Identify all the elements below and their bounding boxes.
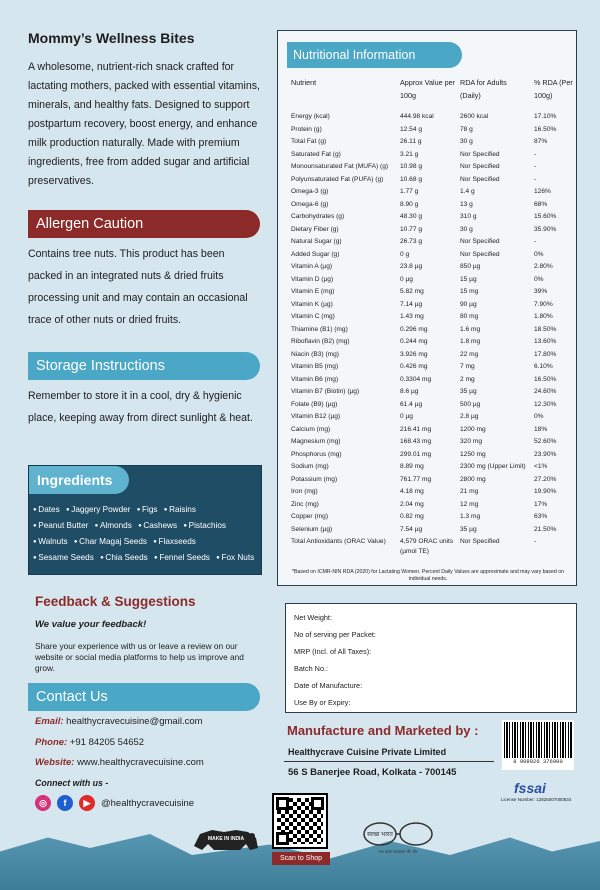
- nutrient-name: Energy (kcal): [291, 113, 330, 120]
- facebook-icon[interactable]: f: [57, 795, 73, 811]
- nutrient-rda: 13 g: [460, 200, 473, 208]
- nutrition-row: [278, 199, 578, 212]
- nutrient-name: Vitamin B6 (mg): [291, 375, 339, 383]
- header-nutrient: Nutrient: [291, 78, 317, 87]
- nutrition-row: [278, 399, 578, 412]
- nutrient-value: 0.244 mg: [400, 338, 428, 345]
- ingredient-item: ● Flaxseeds: [153, 537, 196, 546]
- nutrient-percent: 17.10%: [534, 113, 557, 120]
- nutrient-value: 0 g: [400, 250, 410, 258]
- feedback-subtitle: We value your feedback!: [35, 619, 147, 630]
- nutrient-name: Vitamin K (µg): [291, 300, 333, 308]
- nutrient-value: 0.296 mg: [400, 325, 428, 333]
- nutrient-name: Vitamin A (µg): [291, 263, 333, 270]
- nutrient-name: Vitamin B12 (µg): [291, 413, 341, 420]
- nutrition-row: [278, 211, 578, 224]
- nutrition-row: [278, 424, 578, 437]
- nutrient-percent: 24.60%: [534, 388, 557, 395]
- nutrient-percent: 35.90%: [534, 225, 557, 233]
- contact-phone: [35, 737, 144, 748]
- nutrition-row: [278, 111, 578, 124]
- nutrient-value: 168.43 mg: [400, 438, 432, 445]
- nutrient-rda: 12 mg: [460, 500, 479, 508]
- nutrient-percent: 0%: [534, 413, 544, 420]
- nutrient-rda: 1200 mg: [460, 425, 486, 433]
- nutrient-percent: 27.20%: [534, 475, 557, 483]
- nutrient-percent: 23.90%: [534, 450, 557, 458]
- nutrition-row: [278, 436, 578, 449]
- ingredient-item: ● Raisins: [164, 505, 196, 514]
- nutrient-rda: 310 g: [460, 213, 477, 220]
- nutrition-row: [278, 311, 578, 324]
- nutrition-row: [278, 486, 578, 499]
- fssai-license: License Number: 12825007000834: [501, 797, 572, 802]
- mrp-label: MRP (Incl. of All Taxes):: [294, 647, 372, 656]
- nutrient-value: 5.82 mg: [400, 288, 424, 295]
- ingredient-item: ● Char Magaj Seeds: [74, 537, 147, 546]
- nutrient-value: 3.21 g: [400, 150, 419, 158]
- nutrient-name: Vitamin B7 (Biotin) (µg): [291, 388, 360, 395]
- nutrient-percent: -: [534, 538, 537, 545]
- manufacturer-title: Manufacture and Marketed by :: [287, 723, 479, 738]
- header-rda: RDA for Adults (Daily): [460, 78, 507, 100]
- nutrient-rda: 78 g: [460, 125, 473, 133]
- nutrient-percent: -: [534, 175, 537, 183]
- nutrition-row: [278, 474, 578, 487]
- barcode: [502, 720, 574, 770]
- nutrient-name: Vitamin B5 (mg): [291, 363, 339, 370]
- nutrient-rda: Nor Specified: [460, 238, 500, 245]
- nutrient-percent: -: [534, 150, 537, 158]
- feedback-title: Feedback & Suggestions: [35, 594, 196, 609]
- nutrition-row: [278, 411, 578, 424]
- nutrient-name: Natural Sugar (g): [291, 238, 342, 245]
- nutrient-value: 216.41 mg: [400, 425, 432, 433]
- brand-intro: A wholesome, nutrient-rich snack crafted for lactating mothers, packed with essential vitamins, minerals, and healthy fats. Designed to support postpartum recovery, boost energy, and enhance milk production naturally. Made with premium ingredients, free from added sugar and artificial preservatives.: [28, 61, 260, 187]
- nutrient-percent: 16.50%: [534, 125, 557, 133]
- ingredient-item: ● Jaggery Powder: [66, 505, 130, 514]
- nutrition-row: [278, 386, 578, 399]
- nutrient-value: 12.54 g: [400, 125, 422, 133]
- nutrient-name: Protein (g): [291, 125, 322, 133]
- nutrient-rda: Nor Specified: [460, 175, 500, 183]
- nutrient-value: 23.8 µg: [400, 263, 423, 270]
- nutrient-value: 10.98 g: [400, 163, 422, 170]
- phone-link[interactable]: +91 84205 54652: [69, 737, 145, 748]
- nutrient-rda: 1.3 mg: [460, 513, 481, 520]
- nutrient-rda: 850 µg: [460, 263, 481, 270]
- nutrient-name: Total Antioxidants (ORAC Value): [291, 538, 386, 545]
- nutrition-row: [278, 274, 578, 287]
- ingredient-item: ● Almonds: [95, 521, 132, 530]
- storage-text: Remember to store it in a cool, dry & hygienic place, keeping away from direct sunlight & heat.: [28, 390, 253, 424]
- nutrient-percent: 63%: [534, 513, 548, 520]
- website-link[interactable]: www.healthycravecuisine.com: [77, 757, 204, 768]
- nutrient-value: 7.14 µg: [400, 300, 423, 308]
- nutrition-row: [278, 249, 578, 262]
- header-percent: % RDA (Per 100g): [534, 78, 573, 100]
- nutrient-rda: 1.6 mg: [460, 325, 481, 333]
- nutrition-row: [278, 511, 578, 524]
- nutrition-row: [278, 449, 578, 462]
- nutrient-name: Copper (mg): [291, 513, 329, 520]
- nutrient-name: Carbohydrates (g): [291, 213, 345, 220]
- servings-label: No of serving per Packet:: [294, 630, 376, 639]
- nutrition-row: [278, 174, 578, 187]
- nutrient-value: 10.77 g: [400, 225, 422, 233]
- ingredient-item: ● Fennel Seeds: [154, 553, 210, 562]
- nutrient-name: Zinc (mg): [291, 500, 319, 508]
- header-value: Approx Value per 100g: [400, 78, 456, 100]
- contact-website: [35, 757, 204, 768]
- nutrient-percent: 13.60%: [534, 338, 557, 345]
- allergen-banner: Allergen Caution: [28, 210, 260, 238]
- nutrient-name: Omega-3 (g): [291, 188, 329, 195]
- ingredient-item: ● Sesame Seeds: [33, 553, 94, 562]
- nutrient-name: Riboflavin (B2) (mg): [291, 338, 350, 345]
- nutrient-value: 0.426 mg: [400, 363, 428, 370]
- email-link[interactable]: healthycravecuisine@gmail.com: [66, 716, 203, 727]
- nutrient-value: 0.3304 mg: [400, 375, 432, 383]
- nutrient-rda: 21 mg: [460, 488, 479, 495]
- nutrient-rda: 320 mg: [460, 438, 482, 445]
- nutrition-rows: [278, 111, 578, 558]
- nutrient-rda: Nor Specified: [460, 250, 500, 258]
- nutrient-rda: 80 mg: [460, 313, 479, 320]
- nutrient-name: Saturated Fat (g): [291, 150, 341, 158]
- qr-code[interactable]: [272, 793, 328, 849]
- connect-label: Connect with us -: [35, 778, 109, 788]
- nutrition-row: [278, 124, 578, 137]
- nutrient-percent: 12.30%: [534, 400, 557, 408]
- nutrient-name: Phosphorus (mg): [291, 450, 342, 458]
- nutrient-rda: 30 g: [460, 225, 473, 233]
- nutrient-value: 2.04 mg: [400, 500, 424, 508]
- nutrient-percent: 15.60%: [534, 213, 557, 220]
- nutrition-row: [278, 161, 578, 174]
- nutrition-row: [278, 236, 578, 249]
- nutrient-rda: 35 µg: [460, 388, 477, 395]
- nutrient-rda: 22 mg: [460, 350, 479, 358]
- nutrient-value: 0 µg: [400, 275, 413, 283]
- social-row: [35, 795, 194, 811]
- scan-to-shop-label[interactable]: Scan to Shop: [272, 852, 330, 865]
- website-label: Website:: [35, 757, 75, 768]
- nutrient-name: Calcium (mg): [291, 425, 331, 433]
- nutrient-rda: Nor Specified: [460, 538, 500, 545]
- nutrient-value: 8.89 mg: [400, 463, 424, 470]
- nutrient-rda: 500 µg: [460, 400, 481, 408]
- nutrient-value: 26.11 g: [400, 138, 422, 145]
- nutrient-percent: 19.90%: [534, 488, 557, 495]
- nutrient-percent: 18%: [534, 425, 548, 433]
- nutrition-footnote: *Based on ICMR-NIN RDA (2020) for Lactating Women. Percent Daily Values are approximate and may vary based on individual needs.: [292, 569, 564, 582]
- allergen-text: Contains tree nuts. This product has been packed in an integrated nuts & dried fruits processing unit and may contain an occasional trace of other nuts or dried fruits.: [28, 248, 248, 326]
- nutrient-rda: 1.4 g: [460, 188, 475, 195]
- nutrient-value: 4.18 mg: [400, 488, 424, 495]
- ingredient-item: ● Cashews: [138, 521, 177, 530]
- nutrient-name: Vitamin D (µg): [291, 275, 334, 283]
- nutrient-rda: 30 g: [460, 138, 473, 145]
- storage-banner: Storage Instructions: [28, 352, 260, 380]
- nutrient-percent: 2.80%: [534, 263, 553, 270]
- nutrition-row: [278, 136, 578, 149]
- ingredient-item: ● Peanut Butter: [33, 521, 88, 530]
- ingredients-box: [28, 465, 262, 575]
- nutrient-percent: 17.80%: [534, 350, 557, 358]
- nutrient-name: Total Fat (g): [291, 138, 327, 145]
- nutrient-rda: 1.8 mg: [460, 338, 481, 345]
- nutrient-percent: 16.50%: [534, 375, 557, 383]
- nutrient-name: Magnesium (mg): [291, 438, 341, 445]
- nutrient-rda: Nor Specified: [460, 163, 500, 170]
- swachh-bharat-logo: [358, 820, 438, 856]
- nutrition-row: [278, 361, 578, 374]
- nutrient-rda: 2 mg: [460, 375, 475, 383]
- nutrition-row: [278, 324, 578, 337]
- nutrient-name: Omega-6 (g): [291, 200, 329, 208]
- youtube-icon[interactable]: ▶: [79, 795, 95, 811]
- nutrient-percent: <1%: [534, 463, 548, 470]
- nutrient-rda: 2600 kcal: [460, 113, 489, 120]
- contact-banner: Contact Us: [28, 683, 260, 711]
- nutrition-row: [278, 524, 578, 537]
- nutrient-percent: 1.80%: [534, 313, 553, 320]
- expiry-label: Use By or Expiry:: [294, 698, 351, 707]
- ingredient-item: ● Figs: [137, 505, 158, 514]
- swachh-tagline: एक कदम स्वच्छता की ओर: [378, 849, 418, 854]
- nutrient-rda: 15 mg: [460, 288, 479, 295]
- qr-corner: [276, 797, 289, 810]
- nutrition-row: [278, 149, 578, 162]
- nutrient-rda: Nor Specified: [460, 150, 500, 158]
- nutrient-percent: 126%: [534, 188, 551, 195]
- nutrition-row: [278, 299, 578, 312]
- barcode-number: 8 908026 376900: [513, 758, 563, 765]
- nutrient-value: 8.6 µg: [400, 388, 419, 395]
- nutrient-name: Potassium (mg): [291, 475, 338, 483]
- nutrient-name: Vitamin C (mg): [291, 313, 335, 320]
- nutrient-percent: -: [534, 238, 537, 245]
- nutrition-row: [278, 224, 578, 237]
- nutrient-name: Vitamin E (mg): [291, 288, 335, 295]
- swachh-text: स्वच्छ भारत: [367, 831, 393, 838]
- nutrient-rda: 2800 mg: [460, 475, 486, 483]
- nutrient-name: Selenium (µg): [291, 525, 333, 533]
- nutrition-title: Nutritional Information: [287, 42, 462, 68]
- nutrient-value: 8.90 g: [400, 200, 419, 208]
- make-in-india-text: MAKE IN INDIA: [207, 836, 245, 842]
- nutrition-row: [278, 374, 578, 387]
- brand-title: Mommy’s Wellness Bites: [28, 30, 195, 46]
- nutrition-row: [278, 261, 578, 274]
- nutrient-value: 7.54 µg: [400, 525, 423, 533]
- nutrient-percent: 87%: [534, 138, 548, 145]
- divider: [284, 761, 494, 762]
- nutrient-value: 1.43 mg: [400, 313, 424, 320]
- nutrient-percent: 0%: [534, 275, 544, 283]
- nutrient-percent: 68%: [534, 200, 548, 208]
- nutrient-percent: 0%: [534, 250, 544, 258]
- email-label: Email:: [35, 716, 64, 727]
- phone-label: Phone:: [35, 737, 68, 748]
- nutrition-panel: [277, 30, 577, 586]
- nutrition-row: [278, 536, 578, 558]
- nutrient-rda: 7 mg: [460, 363, 475, 370]
- nutrient-value: 3.926 mg: [400, 350, 428, 358]
- nutrient-name: Monounsaturated Fat (MUFA) (g): [291, 163, 389, 170]
- instagram-icon[interactable]: ◎: [35, 795, 51, 811]
- nutrient-value: 10.68 g: [400, 175, 422, 183]
- nutrient-rda: 2.8 µg: [460, 413, 479, 420]
- ingredient-item: ● Pistachios: [183, 521, 226, 530]
- nutrient-percent: 39%: [534, 288, 548, 295]
- nutrient-value: 299.01 mg: [400, 450, 432, 458]
- nutrient-name: Sodium (mg): [291, 463, 329, 470]
- pack-info-box: [285, 603, 577, 713]
- nutrient-percent: 7.90%: [534, 300, 553, 308]
- qr-corner: [311, 797, 324, 810]
- nutrient-name: Polyunsaturated Fat (PUFA) (g): [291, 175, 384, 183]
- nutrient-name: Niacin (B3) (mg): [291, 350, 339, 358]
- barcode-bars: [504, 722, 572, 758]
- make-in-india-logo: [190, 818, 262, 858]
- brand-section: [28, 30, 263, 191]
- ingredient-item: ● Fox Nuts: [216, 553, 254, 562]
- nutrient-rda: 15 µg: [460, 275, 477, 283]
- ingredient-item: ● Dates: [33, 505, 60, 514]
- batch-label: Batch No.:: [294, 664, 329, 673]
- ingredients-title: Ingredients: [29, 466, 129, 494]
- contact-email: [35, 716, 203, 727]
- nutrient-value: 0 µg: [400, 413, 413, 420]
- nutrient-value: 1.77 g: [400, 188, 419, 195]
- qr-corner: [276, 832, 289, 845]
- nutrition-row: [278, 461, 578, 474]
- nutrient-percent: 6.10%: [534, 363, 553, 370]
- nutrient-rda: 90 µg: [460, 300, 477, 308]
- manufacturer-company: Healthycrave Cuisine Private Limited: [288, 747, 447, 757]
- ingredients-list: [33, 502, 261, 566]
- nutrient-value: 26.73 g: [400, 238, 422, 245]
- nutrient-percent: -: [534, 163, 537, 170]
- nutrient-value: 61.4 µg: [400, 400, 423, 408]
- nutrition-row: [278, 286, 578, 299]
- nutrient-rda: 1250 mg: [460, 450, 486, 458]
- nutrient-name: Added Sugar (g): [291, 250, 340, 258]
- mfg-date-label: Date of Manufacture:: [294, 681, 363, 690]
- ingredient-item: ● Chia Seeds: [100, 553, 148, 562]
- nutrient-percent: 52.60%: [534, 438, 557, 445]
- nutrient-rda: 2300 mg (Upper Limit): [460, 463, 526, 470]
- manufacturer-address: 56 S Banerjee Road, Kolkata - 700145: [288, 767, 457, 778]
- nutrient-name: Dietary Fiber (g): [291, 225, 339, 233]
- nutrition-row: [278, 336, 578, 349]
- nutrient-rda: 35 µg: [460, 525, 477, 533]
- nutrient-percent: 17%: [534, 500, 548, 508]
- nutrition-row: [278, 499, 578, 512]
- social-handle[interactable]: @healthycravecuisine: [101, 797, 195, 809]
- nutrient-name: Thiamine (B1) (mg): [291, 325, 348, 333]
- fssai-logo: fssai: [514, 780, 546, 796]
- nutrient-percent: 21.50%: [534, 525, 557, 533]
- nutrient-name: Folate (B9) (µg): [291, 400, 338, 408]
- nutrition-row: [278, 186, 578, 199]
- nutrient-percent: 18.50%: [534, 325, 557, 333]
- net-weight-label: Net Weight:: [294, 613, 332, 622]
- nutrient-value: 761.77 mg: [400, 475, 432, 483]
- nutrient-name: Iron (mg): [291, 488, 318, 495]
- ingredient-item: ● Walnuts: [33, 537, 68, 546]
- nutrient-value: 0.82 mg: [400, 513, 424, 520]
- nutrition-row: [278, 349, 578, 362]
- feedback-text: Share your experience with us or leave a review on our website or social media platforms to help us improve and grow.: [35, 641, 244, 673]
- nutrient-value: 4,579 ORAC units (µmol TE): [400, 538, 454, 555]
- nutrient-value: 48.30 g: [400, 213, 422, 220]
- nutrient-value: 444.98 kcal: [400, 113, 434, 120]
